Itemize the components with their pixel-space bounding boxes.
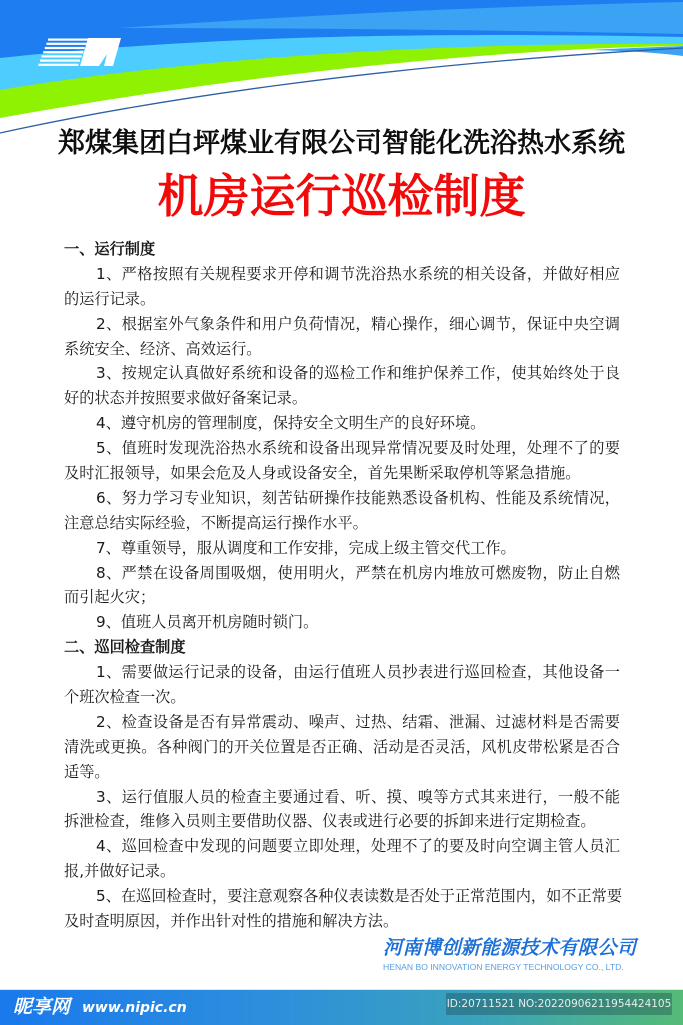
document-title: 机房运行巡检制度	[157, 169, 526, 223]
rule-item	[64, 785, 620, 835]
rule-line: 4、遵守机房的管理制度，保持安全文明生产的良好环境。	[96, 414, 486, 433]
regulation-body	[64, 237, 623, 934]
rule-item	[64, 884, 623, 934]
watermark-url-link[interactable]: www.nipic.cn	[82, 1000, 187, 1016]
rule-item	[64, 486, 620, 536]
rule-item	[64, 536, 620, 561]
company-name-en: HENAN BO INNOVATION ENERGY TECHNOLOGY CO., LTD.	[383, 962, 624, 972]
rule-line: 清洗或更换。各种阀门的开关位置是否正确、活动是否灵活，风机皮带松紧是否合	[64, 737, 620, 756]
rule-item	[64, 411, 620, 436]
rule-line: 3、按规定认真做好系统和设备的巡检工作和维护保养工作，使其始终处于良	[96, 364, 620, 383]
rule-line: 个班次检查一次。	[64, 688, 186, 707]
rule-item	[64, 436, 620, 486]
watermark-id-badge: ID:20711521 NO:20220906211954424105	[446, 993, 672, 1015]
rule-item	[64, 660, 620, 710]
rule-item	[64, 834, 620, 884]
rule-line: 及时汇报领导，如果会危及人身或设备安全，首先果断采取停机等紧急措施。	[64, 464, 581, 483]
rule-line: 9、值班人员离开机房随时锁门。	[96, 613, 319, 632]
rule-item	[64, 610, 620, 635]
rule-line: 4、巡回检查中发现的问题要立即处理，处理不了的要及时向空调主管人员汇	[96, 837, 620, 856]
rule-line: 5、在巡回检查时，要注意观察各种仪表读数是否处于正常范围内，如不正常要	[96, 887, 623, 906]
rule-line: 系统安全、经济、高效运行。	[64, 339, 262, 358]
rule-line: 报,并做好记录。	[64, 862, 176, 881]
rule-item	[64, 312, 620, 362]
rule-line: 及时查明原因，并作出针对性的措施和解决方法。	[64, 912, 399, 931]
rule-line: 7、尊重领导，服从调度和工作安排，完成上级主管交代工作。	[96, 538, 516, 557]
rule-line: 的运行记录。	[64, 289, 156, 308]
rule-line: 注意总结实际经验，不断提高运行操作水平。	[64, 513, 368, 532]
rule-line: 2、根据室外气象条件和用户负荷情况，精心操作，细心调节，保证中央空调	[96, 314, 620, 333]
rule-line: 好的状态并按照要求做好备案记录。	[64, 389, 307, 408]
section-heading: 一、运行制度	[64, 240, 156, 258]
company-name-cn: 河南博创新能源技术有限公司	[383, 936, 637, 959]
rule-line: 2、检查设备是否有异常震动、噪声、过热、结霜、泄漏、过滤材料是否需要	[96, 712, 620, 731]
rule-line: 1、严格按照有关规程要求开停和调节洗浴热水系统的相关设备，并做好相应	[96, 264, 620, 283]
rule-item	[64, 361, 620, 411]
company-signature	[383, 935, 639, 972]
rule-line: 3、运行值服人员的检查主要通过看、听、摸、嗅等方式其来进行，一般不能	[96, 787, 620, 806]
watermark-footer-bar	[0, 989, 683, 1025]
document-subtitle: 郑煤集团白坪煤业有限公司智能化洗浴热水系统	[58, 128, 625, 159]
rule-line: 5、值班时发现洗浴热水系统和设备出现异常情况要及时处理，处理不了的要	[96, 439, 620, 458]
rule-line: 1、需要做运行记录的设备，由运行值班人员抄表进行巡回检查，其他设备一	[96, 663, 620, 682]
rule-line: 8、严禁在设备周围吸烟，使用明火，严禁在机房内堆放可燃废物，防止自燃	[96, 563, 620, 582]
rule-line: 6、努力学习专业知识，刻苦钻研操作技能熟悉设备机构、性能及系统情况，	[96, 488, 620, 507]
rule-item	[64, 710, 620, 785]
section-heading: 二、巡回检查制度	[64, 638, 186, 657]
watermark-brand-logo: 昵享网	[13, 996, 71, 1018]
rule-line: 而引起火灾；	[64, 588, 156, 607]
header-wave-banner	[0, 0, 683, 140]
rule-item	[64, 561, 620, 611]
rule-line: 适等。	[64, 762, 110, 781]
rule-line: 拆泄检查，维修入员则主要借助仪器、仪表或进行必要的拆卸来进行定期检查。	[64, 812, 596, 831]
rule-item	[64, 262, 620, 312]
